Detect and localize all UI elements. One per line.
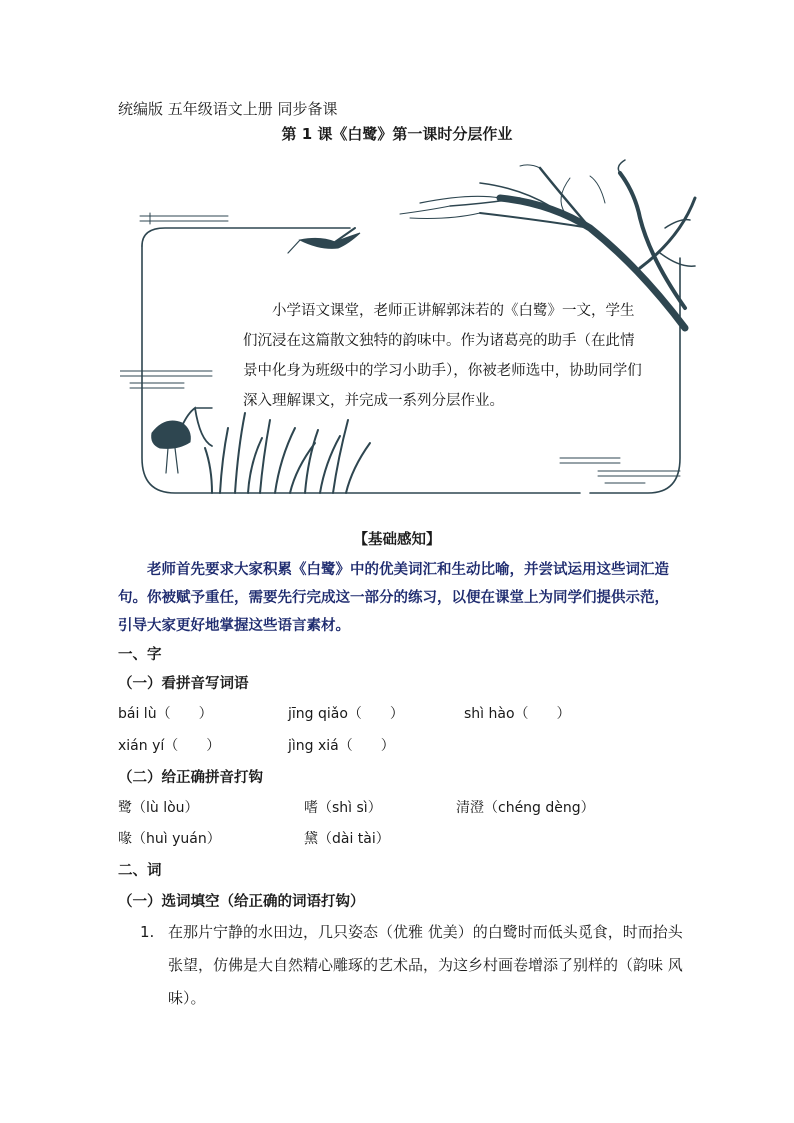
check-item-qingcheng[interactable]: 清澄（chéng dèng） — [456, 800, 595, 816]
pinyin-blank-jingqiao[interactable]: jīng qiǎo（ ） — [288, 706, 404, 722]
pinyin-blank-jingxia[interactable]: jìng xiá（ ） — [288, 738, 395, 754]
standing-heron-illustration — [152, 408, 212, 473]
pinyin-write-heading: （一）看拼音写词语 — [118, 676, 249, 692]
flying-heron-illustration — [288, 228, 360, 253]
document-subtitle: 统编版 五年级语文上册 同步备课 — [118, 100, 338, 118]
pinyin-blank-shihao[interactable]: shì hào（ ） — [464, 706, 571, 722]
pinyin-blank-xianyi[interactable]: xián yí（ ） — [118, 738, 221, 754]
check-item-dai[interactable]: 黛（dài tài） — [304, 831, 390, 847]
item-text[interactable]: 在那片宁静的水田边，几只姿态（优雅 优美）的白鹭时而低头觅食，时而抬头张望，仿佛是大自然精心雕琢的艺术品，为这乡村画卷增添了别样的（韵味 风味）。 — [168, 923, 683, 1007]
pinyin-blank-bailu[interactable]: bái lù（ ） — [118, 706, 213, 722]
reeds-illustration — [205, 413, 370, 493]
check-item-shi[interactable]: 嗜（shì sì） — [304, 800, 382, 816]
item-number: 1. — [140, 923, 155, 941]
word-choice-heading: （一）选词填空（给正确的词语打钩） — [118, 894, 365, 910]
task-text: 老师首先要求大家积累《白鹭》中的优美词汇和生动比喻，并尝试运用这些词汇造句。你被赋予重任，需要先行完成这一部分的练习，以便在课堂上为同学们提供示范，引导大家更好地掌握这些语言素材。 — [118, 561, 669, 634]
section-title: 【基础感知】 — [353, 532, 441, 548]
part-zi-heading: 一、字 — [118, 647, 162, 663]
task-description — [118, 556, 680, 640]
pinyin-check-heading: （二）给正确拼音打钩 — [118, 770, 263, 786]
word-choice-item-1 — [140, 916, 685, 1015]
part-ci-heading: 二、词 — [118, 863, 162, 879]
check-item-hui[interactable]: 喙（huì yuán） — [118, 831, 221, 847]
scenario-text: 小学语文课堂，老师正讲解郭沫若的《白鹭》一文，学生们沉浸在这篇散文独特的韵味中。作为诸葛亮的助手（在此情景中化身为班级中的学习小助手），你被老师选中，协助同学们深入理解课文，并完成一系列分层作业。 — [243, 303, 642, 409]
scenario-intro — [243, 296, 643, 416]
check-item-lu[interactable]: 鹭（lù lòu） — [118, 800, 199, 816]
lesson-title: 第 1 课《白鹭》第一课时分层作业 — [281, 125, 513, 143]
